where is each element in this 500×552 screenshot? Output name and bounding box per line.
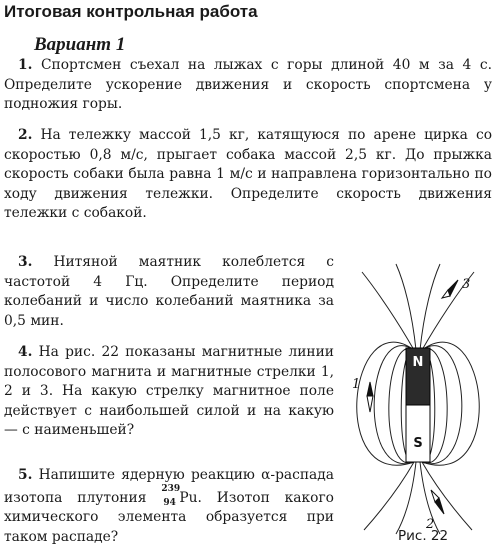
task-1	[4, 56, 492, 115]
task-number: 4.	[18, 344, 33, 360]
task-number: 2.	[18, 127, 33, 143]
task-number: 3.	[18, 254, 33, 270]
north-pole-label: N	[412, 355, 424, 370]
isotope-charge: 94	[163, 497, 176, 508]
task-number: 1.	[18, 57, 33, 73]
task-4	[4, 343, 334, 441]
south-pole-label: S	[413, 436, 423, 451]
isotope-symbol: Pu.	[179, 489, 202, 506]
magnet-field-figure	[338, 262, 498, 537]
task-text-after: Изотоп какого химического элемента образуется при таком распаде?	[4, 489, 334, 545]
task-3	[4, 253, 334, 331]
task-number: 5.	[18, 467, 33, 483]
task-text: На тележку массой 1,5 кг, катящуюся по арене цирка со скоростью 0,8 м/с, прыгает собака массой 2,5 кг. До прыжка скорость собаки была равна 1 м/с и направлена горизонтально по ходу движения тележки. Определите скорость движения тележки с собакой.	[4, 127, 493, 221]
needle-3	[442, 280, 458, 298]
needle-1	[367, 382, 373, 412]
task-text: Нитяной маятник колеблется с частотой 4 Гц. Определите период колебаний и число колебаний маятника за 0,5 мин.	[4, 254, 334, 329]
isotope-mass: 239	[161, 483, 181, 494]
needle-2-label: 2	[426, 517, 435, 532]
isotope-notation	[161, 483, 181, 508]
variant-title: Вариант 1	[34, 34, 126, 55]
task-2	[4, 126, 492, 224]
magnet-field-diagram	[338, 262, 498, 537]
needle-1-label: 1	[352, 377, 361, 392]
task-text-before: Напишите ядерную реакцию α-распада изотопа плутония	[4, 467, 335, 506]
task-5	[4, 466, 334, 547]
figure-caption: Рис. 22	[398, 528, 449, 544]
task-text: На рис. 22 показаны магнитные линии полосового магнита и магнитные стрелки 1, 2 и 3. На какую стрелку магнитное поле действует с наибольшей силой и на какую — с наименьшей?	[4, 344, 334, 438]
task-text: Спортсмен съехал на лыжах с горы длиной 40 м за 4 с. Определите ускорение движения и скорость спортсмена у подножия горы.	[4, 57, 492, 112]
needle-3-label: 3	[462, 277, 471, 292]
page-header: Итоговая контрольная работа	[4, 2, 258, 21]
